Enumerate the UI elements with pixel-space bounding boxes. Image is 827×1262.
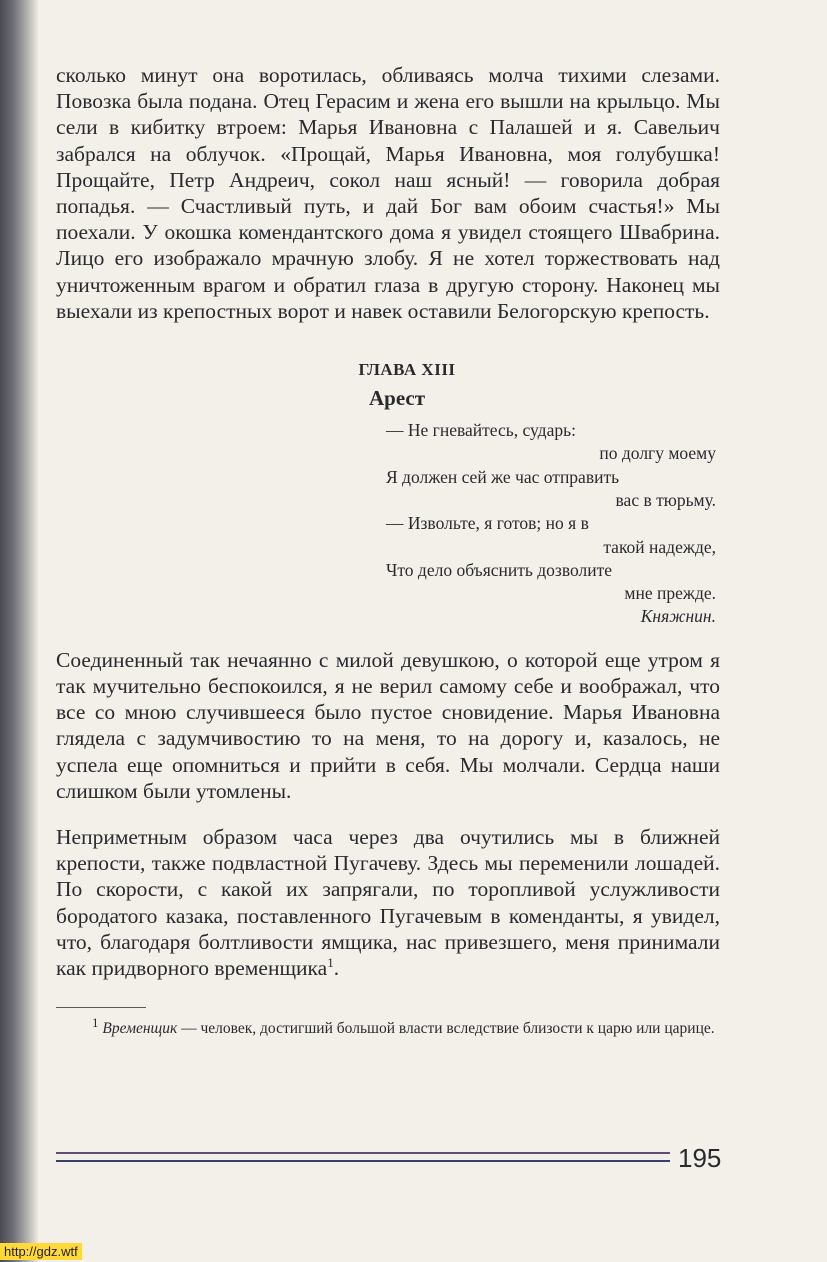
epigraph-line: — Не гневайтесь, сударь: xyxy=(386,420,576,441)
epigraph-line: такой надежде, xyxy=(603,536,716,557)
epigraph-line: — Извольте, я готов; но я в xyxy=(386,513,589,534)
bottom-rule xyxy=(56,1152,670,1162)
footnote-rule xyxy=(56,1007,146,1008)
paragraph-3-text: Неприметным образом часа через два очутились мы в ближней крепости, также подвластной Пугачеву. Здесь мы переменили лошадей. По скорости, с какой их запрягали, по торопливой услужливости бородатого казака, поставленного Пугачевым в коменданты, я увидел, что, благодаря болтливости ямщика, нас привезшего, меня принимали как придворного временщика xyxy=(56,824,720,980)
chapter-title: Арест xyxy=(368,386,426,411)
footnote-marker: 1 xyxy=(92,1014,99,1030)
page-number: 195 xyxy=(678,1143,722,1173)
watermark: http://gdz.wtf xyxy=(0,1243,82,1260)
footnote-term: Временщик xyxy=(102,1020,178,1038)
footnote-ref: 1 xyxy=(327,954,334,970)
epigraph-line: Я должен сей же час отправить xyxy=(386,466,620,487)
book-spine-shadow xyxy=(0,0,38,1262)
paragraph-1: сколько минут она воротилась, обливаясь молча тихими слезами. Повозка была подана. Отец Герасим и жена его вышли на крыльцо. Мы сели в кибитку втроем: Марья Ивановна с Палашей и я. Савельич забрался на облучок. «Прощай, Марья Ивановна, моя голубушка! Прощайте, Петр Андреич, сокол наш ясный! — говорила добрая попадья. — Счастливый путь, и дай Бог вам обоим счастья!» Мы поехали. У окошка комендантского дома я увидел стоящего Швабрина. Лицо его изображало мрачную злобу. Я не хотел торжествовать над уничтоженным врагом и обратил глаза в другую сторону. Наконец мы выехали из крепостных ворот и навек оставили Белогорскую крепость. xyxy=(56,63,720,323)
paragraph-2: Соединенный так нечаянно с милой девушкою, о которой еще утром я так мучительно беспокоился, я не верил самому себе и воображал, что все со мною случившееся было пустое сновидение. Марья Ивановна глядела с задумчивостию то на меня, то на дорогу и, казалось, не успела еще опомниться и прийти в себя. Мы молчали. Сердца наши слишком были утомлены. xyxy=(56,647,720,803)
page-body xyxy=(56,62,720,1039)
paragraph-3: Неприметным образом часа через два очутились мы в ближней крепости, также подвластной Пугачеву. Здесь мы переменили лошадей. По скорости, с какой их запрягали, по торопливой услужливости бородатого казака, поставленного Пугачевым в коменданты, я увидел, что, благодаря болтливости ямщика, нас привезшего, меня принимали как придворного временщика$^1$. xyxy=(56,824,720,980)
epigraph-line: по долгу моему xyxy=(599,443,716,464)
footnote-text: — человек, достигший большой власти вследствие близости к царю или царице. xyxy=(177,1020,715,1038)
epigraph xyxy=(56,419,720,629)
epigraph-line: вас в тюрьму. xyxy=(615,489,716,510)
epigraph-line: Что дело объяснить дозволите xyxy=(386,559,613,580)
footnote xyxy=(56,1014,720,1039)
chapter-number: ГЛАВА XIII xyxy=(358,360,456,380)
epigraph-line: мне прежде. xyxy=(624,583,716,604)
epigraph-author: Княжнин. xyxy=(640,606,716,627)
